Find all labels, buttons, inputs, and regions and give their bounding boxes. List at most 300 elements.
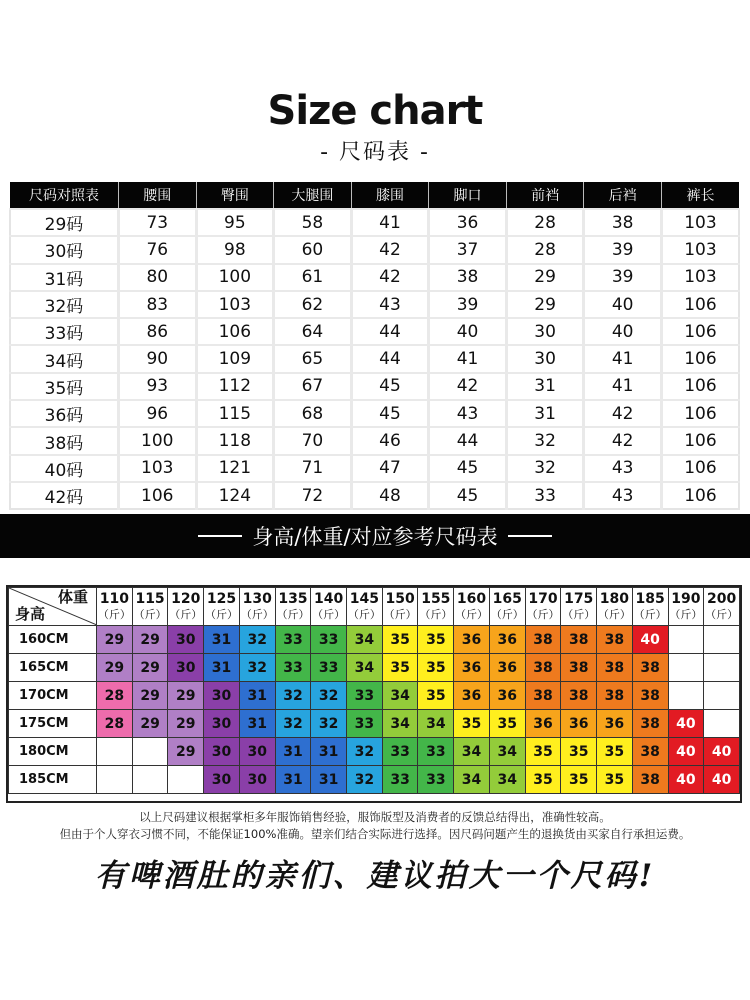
weight-value: 130 [242, 590, 272, 607]
measurement-cell: 106 [661, 373, 739, 400]
weight-value: 140 [314, 590, 344, 607]
size-recommendation-cell: 35 [525, 766, 561, 794]
weight-header-cell [311, 588, 347, 626]
height-row [9, 710, 740, 738]
weight-value: 185 [635, 590, 665, 607]
size-recommendation-cell: 34 [489, 738, 525, 766]
size-recommendation-cell: 29 [168, 710, 204, 738]
height-row [9, 626, 740, 654]
measurement-cell: 41 [351, 209, 429, 236]
measurement-cell: 41 [429, 345, 507, 372]
size-row [10, 455, 739, 482]
weight-unit: （斤） [455, 607, 489, 621]
size-recommendation-cell: 32 [239, 654, 275, 682]
size-recommendation-cell: 33 [382, 766, 418, 794]
measurement-cell: 103 [661, 209, 739, 236]
empty-cell [704, 626, 740, 654]
measurement-cell: 65 [274, 345, 352, 372]
empty-cell [97, 738, 133, 766]
weight-header-cell [561, 588, 597, 626]
size-recommendation-cell: 31 [239, 682, 275, 710]
header-knee: 膝围 [351, 182, 429, 209]
measurement-cell: 71 [274, 455, 352, 482]
measurement-cell: 103 [196, 291, 274, 318]
header-waist: 腰围 [119, 182, 197, 209]
weight-unit: （斤） [633, 607, 667, 621]
empty-cell [132, 738, 168, 766]
weight-header-cell [668, 588, 704, 626]
measurement-cell: 28 [506, 236, 584, 263]
weight-header-cell [632, 588, 668, 626]
weight-header-cell [382, 588, 418, 626]
weight-header-cell [489, 588, 525, 626]
measurement-cell: 48 [351, 482, 429, 509]
measurement-cell: 42 [584, 400, 662, 427]
size-recommendation-cell: 35 [418, 654, 454, 682]
measurement-cell: 103 [119, 455, 197, 482]
size-recommendation-cell: 40 [632, 626, 668, 654]
size-recommendation-cell: 31 [311, 766, 347, 794]
weight-axis-label: 体重 [57, 588, 88, 606]
size-recommendation-cell: 38 [561, 626, 597, 654]
weight-header-cell [704, 588, 740, 626]
measurement-cell: 41 [584, 373, 662, 400]
banner-title: 身高/体重/对应参考尺码表 [252, 525, 498, 549]
size-label-cell: 32码 [10, 291, 119, 318]
measurement-cell: 45 [429, 455, 507, 482]
size-recommendation-cell: 33 [275, 654, 311, 682]
weight-unit: （斤） [276, 607, 310, 621]
weight-value: 180 [599, 590, 630, 607]
size-recommendation-cell: 31 [275, 738, 311, 766]
weight-value: 155 [421, 590, 451, 607]
weight-header-cell [275, 588, 311, 626]
size-recommendation-cell: 31 [275, 766, 311, 794]
page-subtitle: - 尺码表 - [320, 140, 430, 165]
measurement-cell: 32 [506, 455, 584, 482]
measurement-cell: 106 [661, 291, 739, 318]
size-recommendation-cell: 35 [597, 738, 633, 766]
size-recommendation-cell: 40 [668, 766, 704, 794]
measurement-cell: 68 [274, 400, 352, 427]
measurement-cell: 42 [584, 427, 662, 454]
size-recommendation-cell: 33 [382, 738, 418, 766]
measurement-cell: 38 [429, 264, 507, 291]
size-recommendation-cell: 33 [347, 710, 383, 738]
size-label-cell: 34码 [10, 345, 119, 372]
size-recommendation-cell: 32 [311, 682, 347, 710]
weight-header-cell [239, 588, 275, 626]
note-line-2: 但由于个人穿衣习惯不同，不能保证100%准确。望亲们结合实际进行选择。因尺码问题产生的退换货由买家自行承担运费。 [59, 827, 691, 841]
weight-value: 145 [349, 590, 379, 607]
weight-value: 120 [171, 590, 201, 607]
measurement-cell: 106 [661, 482, 739, 509]
weight-header-cell [97, 588, 133, 626]
size-recommendation-cell: 29 [97, 654, 133, 682]
size-chart-header-row [10, 182, 739, 209]
measurement-cell: 43 [584, 455, 662, 482]
size-recommendation-cell: 33 [311, 654, 347, 682]
size-recommendation-cell: 36 [525, 710, 561, 738]
measurement-cell: 58 [274, 209, 352, 236]
weight-unit: （斤） [597, 607, 631, 621]
size-recommendation-cell: 38 [632, 654, 668, 682]
measurement-cell: 100 [196, 264, 274, 291]
measurement-cell: 41 [584, 345, 662, 372]
size-label-cell: 33码 [10, 318, 119, 345]
size-recommendation-cell: 40 [668, 710, 704, 738]
size-recommendation-cell: 28 [97, 710, 133, 738]
measurement-cell: 38 [584, 209, 662, 236]
measurement-cell: 90 [119, 345, 197, 372]
size-recommendation-cell: 31 [311, 738, 347, 766]
weight-header-cell [525, 588, 561, 626]
measurement-cell: 95 [196, 209, 274, 236]
size-recommendation-cell: 30 [204, 710, 240, 738]
height-label-cell: 170CM [9, 682, 97, 710]
measurement-cell: 42 [351, 264, 429, 291]
weight-unit: （斤） [383, 607, 417, 621]
measurement-cell: 46 [351, 427, 429, 454]
measurement-cell: 124 [196, 482, 274, 509]
empty-cell [668, 682, 704, 710]
size-recommendation-cell: 34 [418, 710, 454, 738]
measurement-cell: 106 [119, 482, 197, 509]
size-recommendation-cell: 36 [561, 710, 597, 738]
measurement-cell: 45 [351, 400, 429, 427]
size-recommendation-cell: 38 [597, 626, 633, 654]
size-recommendation-cell: 38 [561, 654, 597, 682]
measurement-cell: 39 [584, 236, 662, 263]
size-label-cell: 31码 [10, 264, 119, 291]
size-recommendation-cell: 29 [168, 738, 204, 766]
size-row [10, 318, 739, 345]
weight-unit: （斤） [169, 607, 203, 621]
size-recommendation-cell: 40 [704, 766, 740, 794]
empty-cell [704, 682, 740, 710]
weight-unit: （斤） [97, 607, 131, 621]
weight-value: 125 [206, 590, 237, 607]
height-label-cell: 160CM [9, 626, 97, 654]
size-recommendation-cell: 32 [347, 766, 383, 794]
measurement-cell: 109 [196, 345, 274, 372]
size-recommendation-cell: 31 [204, 654, 240, 682]
size-row [10, 209, 739, 236]
weight-header-cell [132, 588, 168, 626]
size-recommendation-cell: 38 [632, 710, 668, 738]
measurement-cell: 30 [506, 345, 584, 372]
size-label-cell: 29码 [10, 209, 119, 236]
measurement-cell: 115 [196, 400, 274, 427]
size-label-cell: 30码 [10, 236, 119, 263]
measurement-cell: 80 [119, 264, 197, 291]
size-recommendation-cell: 30 [168, 654, 204, 682]
size-recommendation-cell: 38 [632, 682, 668, 710]
size-recommendation-cell: 36 [454, 682, 490, 710]
size-recommendation-cell: 33 [275, 626, 311, 654]
size-row [10, 373, 739, 400]
height-label-cell: 175CM [9, 710, 97, 738]
size-row [10, 427, 739, 454]
weight-unit: （斤） [490, 607, 524, 621]
measurement-cell: 112 [196, 373, 274, 400]
height-row [9, 766, 740, 794]
measurement-cell: 32 [506, 427, 584, 454]
measurement-cell: 36 [429, 209, 507, 236]
measurement-cell: 72 [274, 482, 352, 509]
weight-value: 160 [456, 590, 487, 607]
size-recommendation-cell: 36 [597, 710, 633, 738]
size-chart-table [9, 182, 740, 510]
size-recommendation-cell: 32 [311, 710, 347, 738]
size-recommendation-cell: 34 [454, 738, 490, 766]
weight-header-cell [204, 588, 240, 626]
measurement-cell: 103 [661, 236, 739, 263]
size-recommendation-cell: 34 [489, 766, 525, 794]
size-recommendation-cell: 30 [239, 738, 275, 766]
measurement-cell: 29 [506, 264, 584, 291]
measurement-cell: 60 [274, 236, 352, 263]
empty-cell [668, 654, 704, 682]
size-recommendation-cell: 40 [668, 738, 704, 766]
size-recommendation-cell: 36 [454, 654, 490, 682]
size-label-cell: 36码 [10, 400, 119, 427]
size-recommendation-cell: 34 [382, 710, 418, 738]
measurement-cell: 31 [506, 400, 584, 427]
height-label-cell: 185CM [9, 766, 97, 794]
size-recommendation-cell: 36 [489, 682, 525, 710]
weight-header-cell [454, 588, 490, 626]
size-recommendation-cell: 36 [454, 626, 490, 654]
size-recommendation-cell: 30 [204, 738, 240, 766]
height-weight-banner [0, 514, 750, 558]
measurement-cell: 44 [351, 345, 429, 372]
measurement-cell: 106 [661, 455, 739, 482]
height-label-cell: 165CM [9, 654, 97, 682]
size-recommendation-cell: 34 [347, 626, 383, 654]
weight-value: 190 [671, 590, 701, 607]
size-recommendation-cell: 34 [347, 654, 383, 682]
measurement-cell: 98 [196, 236, 274, 263]
size-recommendation-cell: 38 [632, 766, 668, 794]
measurement-cell: 106 [661, 427, 739, 454]
size-recommendation-cell: 29 [132, 682, 168, 710]
measurement-cell: 40 [429, 318, 507, 345]
measurement-cell: 106 [196, 318, 274, 345]
size-row [10, 400, 739, 427]
measurement-cell: 33 [506, 482, 584, 509]
size-row [10, 482, 739, 509]
height-row [9, 738, 740, 766]
measurement-cell: 100 [119, 427, 197, 454]
measurement-cell: 61 [274, 264, 352, 291]
weight-unit: （斤） [669, 607, 703, 621]
size-recommendation-cell: 35 [418, 682, 454, 710]
measurement-cell: 106 [661, 318, 739, 345]
measurement-cell: 39 [429, 291, 507, 318]
size-row [10, 264, 739, 291]
measurement-cell: 121 [196, 455, 274, 482]
measurement-cell: 118 [196, 427, 274, 454]
measurement-cell: 43 [584, 482, 662, 509]
size-recommendation-cell: 31 [239, 710, 275, 738]
size-recommendation-cell: 38 [561, 682, 597, 710]
weight-unit: （斤） [419, 607, 453, 621]
size-recommendation-cell: 28 [97, 682, 133, 710]
weight-unit: （斤） [312, 607, 346, 621]
size-recommendation-cell: 30 [168, 626, 204, 654]
size-recommendation-cell: 32 [275, 710, 311, 738]
measurement-cell: 44 [351, 318, 429, 345]
size-recommendation-cell: 33 [311, 626, 347, 654]
size-recommendation-cell: 38 [525, 626, 561, 654]
measurement-cell: 45 [351, 373, 429, 400]
header-back-rise: 后裆 [584, 182, 662, 209]
size-recommendation-cell: 33 [418, 738, 454, 766]
size-recommendation-cell: 38 [597, 654, 633, 682]
size-recommendation-cell: 36 [489, 626, 525, 654]
slogan: 有啤酒肚的亲们、建议拍大一个尺码! [94, 858, 656, 894]
measurement-cell: 40 [584, 291, 662, 318]
empty-cell [168, 766, 204, 794]
measurement-cell: 62 [274, 291, 352, 318]
size-recommendation-cell: 35 [561, 738, 597, 766]
empty-cell [132, 766, 168, 794]
banner-left-line [198, 535, 242, 537]
measurement-cell: 70 [274, 427, 352, 454]
weight-value: 170 [528, 590, 558, 607]
weight-header-cell [597, 588, 633, 626]
weight-unit: （斤） [705, 607, 739, 621]
measurement-cell: 44 [429, 427, 507, 454]
measurement-cell: 47 [351, 455, 429, 482]
weight-value: 150 [385, 590, 415, 607]
empty-cell [704, 654, 740, 682]
measurement-cell: 96 [119, 400, 197, 427]
height-axis-label: 身高 [15, 605, 46, 623]
size-label-cell: 38码 [10, 427, 119, 454]
height-weight-table-frame [6, 585, 742, 803]
measurement-cell: 43 [429, 400, 507, 427]
measurement-cell: 40 [584, 318, 662, 345]
size-recommendation-cell: 32 [347, 738, 383, 766]
height-weight-table [8, 587, 740, 794]
size-recommendation-cell: 30 [204, 766, 240, 794]
weight-header-cell [168, 588, 204, 626]
size-row [10, 345, 739, 372]
measurement-cell: 42 [351, 236, 429, 263]
size-recommendation-cell: 29 [168, 682, 204, 710]
size-recommendation-cell: 34 [454, 766, 490, 794]
weight-header-cell [418, 588, 454, 626]
size-recommendation-cell: 29 [132, 626, 168, 654]
measurement-cell: 29 [506, 291, 584, 318]
size-row [10, 236, 739, 263]
measurement-cell: 106 [661, 400, 739, 427]
weight-header-row [9, 588, 740, 626]
size-recommendation-cell: 35 [561, 766, 597, 794]
measurement-cell: 39 [584, 264, 662, 291]
size-label-cell: 40码 [10, 455, 119, 482]
header-hip: 臀围 [196, 182, 274, 209]
measurement-cell: 83 [119, 291, 197, 318]
weight-value: 175 [564, 590, 594, 607]
size-recommendation-cell: 29 [132, 710, 168, 738]
size-recommendation-cell: 35 [454, 710, 490, 738]
weight-value: 135 [278, 590, 308, 607]
measurement-cell: 103 [661, 264, 739, 291]
weight-value: 110 [99, 590, 129, 607]
weight-unit: （斤） [205, 607, 239, 621]
header-length: 裤长 [661, 182, 739, 209]
header-thigh: 大腿围 [274, 182, 352, 209]
size-row [10, 291, 739, 318]
weight-header-cell [347, 588, 383, 626]
size-recommendation-cell: 36 [489, 654, 525, 682]
size-recommendation-cell: 38 [632, 738, 668, 766]
banner-right-line [508, 535, 552, 537]
empty-cell [668, 626, 704, 654]
header-front-rise: 前裆 [506, 182, 584, 209]
size-recommendation-cell: 33 [418, 766, 454, 794]
weight-value: 115 [135, 590, 165, 607]
weight-unit: （斤） [562, 607, 596, 621]
height-row [9, 682, 740, 710]
size-recommendation-cell: 35 [525, 738, 561, 766]
weight-unit: （斤） [133, 607, 167, 621]
measurement-cell: 73 [119, 209, 197, 236]
height-label-cell: 180CM [9, 738, 97, 766]
header-size: 尺码对照表 [10, 182, 119, 209]
size-recommendation-cell: 40 [704, 738, 740, 766]
measurement-cell: 31 [506, 373, 584, 400]
measurement-cell: 42 [429, 373, 507, 400]
table-corner [9, 588, 97, 626]
size-recommendation-cell: 35 [597, 766, 633, 794]
measurement-cell: 93 [119, 373, 197, 400]
measurement-cell: 64 [274, 318, 352, 345]
weight-unit: （斤） [526, 607, 560, 621]
size-recommendation-cell: 30 [204, 682, 240, 710]
height-row [9, 654, 740, 682]
size-recommendation-cell: 35 [489, 710, 525, 738]
size-recommendation-cell: 35 [382, 654, 418, 682]
page-title: Size chart [267, 88, 483, 134]
measurement-cell: 43 [351, 291, 429, 318]
header-leg-opening: 脚口 [429, 182, 507, 209]
empty-cell [97, 766, 133, 794]
note-line-1: 以上尺码建议根据掌柜多年服饰销售经验，服饰版型及消费者的反馈总结得出，准确性较高。 [139, 810, 611, 824]
size-recommendation-cell: 38 [525, 682, 561, 710]
weight-unit: （斤） [240, 607, 274, 621]
size-label-cell: 35码 [10, 373, 119, 400]
size-recommendation-cell: 33 [347, 682, 383, 710]
weight-value: 200 [706, 590, 737, 607]
size-label-cell: 42码 [10, 482, 119, 509]
size-recommendation-cell: 35 [418, 626, 454, 654]
measurement-cell: 86 [119, 318, 197, 345]
size-recommendation-cell: 35 [382, 626, 418, 654]
empty-cell [704, 710, 740, 738]
measurement-cell: 106 [661, 345, 739, 372]
weight-unit: （斤） [347, 607, 381, 621]
size-recommendation-cell: 38 [597, 682, 633, 710]
size-recommendation-cell: 38 [525, 654, 561, 682]
size-recommendation-cell: 30 [239, 766, 275, 794]
measurement-cell: 37 [429, 236, 507, 263]
weight-value: 165 [492, 590, 522, 607]
size-recommendation-cell: 29 [97, 626, 133, 654]
